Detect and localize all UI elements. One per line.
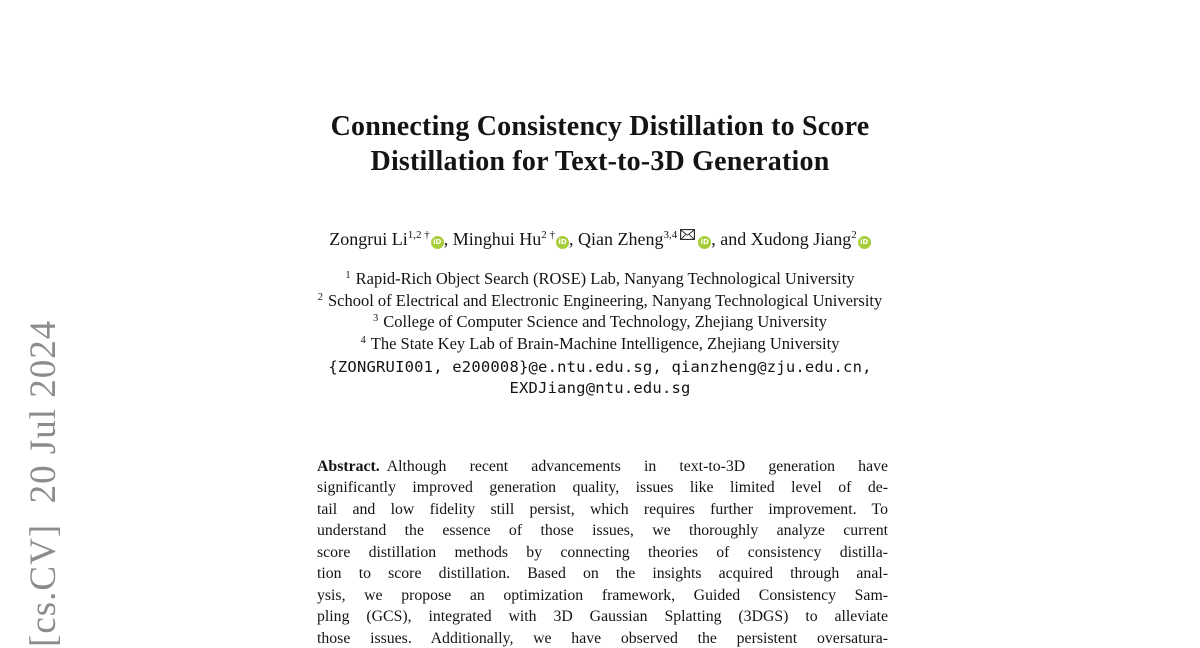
abstract-line: Abstract. Although recent advancements in text-to-3D generation have xyxy=(317,458,888,475)
abstract-line: those issues. Additionally, we have observed the persistent oversatura- xyxy=(317,629,888,647)
email-line: {ZONGRUI001, e200008}@e.ntu.edu.sg, qianzheng@zju.edu.cn, xyxy=(328,358,872,376)
affiliation-line: $^4$ The State Key Lab of Brain-Machine Intelligence, Zhejiang University xyxy=(360,333,840,353)
orcid-icon[interactable]: iD xyxy=(431,236,444,249)
affiliations xyxy=(0,268,1200,354)
author: Qian Zheng$^{3,4}$iD xyxy=(578,229,711,249)
paper-title-line2: Distillation for Text-to-3D Generation xyxy=(370,146,830,177)
author-superscript: 1,2 † xyxy=(407,229,430,241)
abstract-line: tail and low fidelity still persist, which requires further improvement. To xyxy=(317,500,888,518)
paper-title xyxy=(0,109,1200,179)
abstract-line: understand the essence of those issues, we thoroughly analyze current xyxy=(317,522,888,540)
arxiv-stamp: [cs.CV] 20 Jul 2024 xyxy=(23,319,64,647)
email-line: EXDJiang@ntu.edu.sg xyxy=(509,379,691,398)
abstract-lines xyxy=(317,456,888,648)
abstract-heading: Abstract. xyxy=(317,458,380,475)
abstract-line: pling (GCS), integrated with 3D Gaussian Splatting (3DGS) to alleviate xyxy=(317,608,888,626)
orcid-icon[interactable]: iD xyxy=(698,236,711,249)
author: Minghui $Hu^{2 \dagger}iD$ xyxy=(453,229,569,249)
author-superscript: 3,4 xyxy=(663,229,678,241)
affiliation-number: 1 xyxy=(345,270,351,281)
author: Xudong Jiang$^2$iD xyxy=(751,229,871,249)
abstract-line: ysis, we propose an optimization framework, Guided Consistency Sam- xyxy=(317,586,888,604)
orcid-icon[interactable]: iD xyxy=(858,236,871,249)
affiliation-number: 4 xyxy=(360,334,366,346)
author-superscript: 2 † xyxy=(541,229,556,241)
affiliation-line: $^3$ College of Computer Science and Technology, Zhejiang University xyxy=(372,312,828,332)
paper-title-line1: Connecting Consistency Distillation to Score xyxy=(330,111,870,142)
affiliation-line: $^2$ School of Electrical and Electronic Engineering, Nanyang Technological University xyxy=(317,290,883,310)
envelope-icon xyxy=(680,229,695,240)
author-superscript: 2 xyxy=(851,229,857,241)
author: Zongrui $Li^{1,2 \dagger}iD$ xyxy=(329,229,444,249)
abstract xyxy=(317,456,888,648)
affiliation-number: 2 xyxy=(317,291,323,303)
emails xyxy=(0,357,1200,400)
abstract-line: significantly improved generation quality, issues like limited level of de- xyxy=(317,479,888,497)
abstract-line: tion to score distillation. Based on the insights acquired through anal- xyxy=(317,565,888,583)
affiliation-number: 3 xyxy=(372,313,379,325)
orcid-icon[interactable]: iD xyxy=(556,236,569,249)
affiliation-line: $^1$ Rapid-Rich Object Search (ROSE) Lab, Nanyang Technological University xyxy=(345,269,855,288)
abstract-line: score distillation methods by connecting theories of consistency distilla- xyxy=(317,543,888,561)
author-line: Zongrui $Li^{1,2 \dagger}iD$ , Minghui $Hu^{2 \dagger}iD$ , Qian Zheng$^{3,4}$iD , and Xudong Jiang$^2$iD xyxy=(0,226,1200,252)
